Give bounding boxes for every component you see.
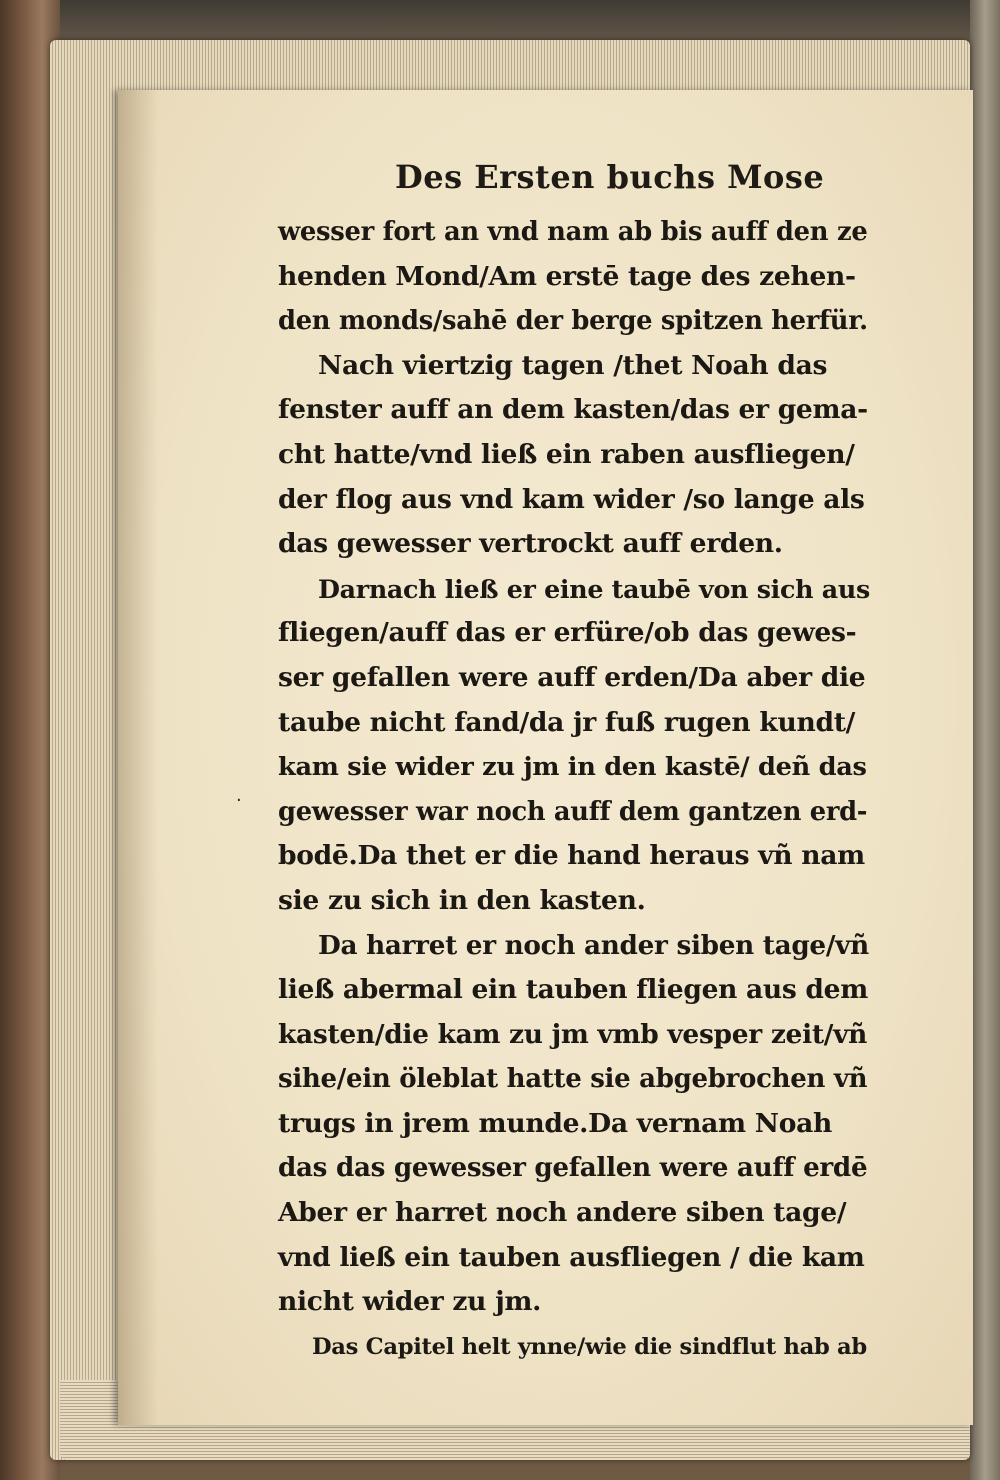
text-line: kasten/die kam zu jm vmb vesper zeit/vñ xyxy=(278,1018,868,1050)
text-line: taube nicht fand/da jr fuß rugen kundt/ xyxy=(278,706,856,738)
text-line: das gewesser vertrockt auff erden. xyxy=(278,528,783,560)
text-line: bodē.Da thet er die hand heraus vñ nam xyxy=(278,840,865,872)
book-cover-right xyxy=(970,0,1000,1480)
text-line: henden Mond/Am erstē tage des zehen- xyxy=(278,260,856,292)
text-line: der flog aus vnd kam wider /so lange als xyxy=(278,483,865,515)
text-line: fliegen/auff das er erfüre/ob das gewes- xyxy=(278,617,857,649)
text-line: trugs in jrem munde.Da vernam Noah xyxy=(278,1107,832,1139)
text-line: ließ abermal ein tauben fliegen aus dem xyxy=(278,974,868,1006)
text-line: Nach viertzig tagen /thet Noah das xyxy=(318,349,828,381)
text-line: kam sie wider zu jm in den kastē/ deñ das xyxy=(278,752,867,783)
margin-mark: · xyxy=(236,790,242,811)
running-head: Des Ersten buchs Mose xyxy=(395,158,825,196)
text-line: den monds/sahē der berge spitzen herfür. xyxy=(278,306,868,337)
text-line: Darnach ließ er eine taubē von sich aus xyxy=(318,573,870,604)
catchline: Das Capitel helt ynne/wie die sindflut hab ab xyxy=(312,1333,867,1360)
text-line: gewesser war noch auff dem gantzen erd- xyxy=(278,796,868,827)
text-line: das das gewesser gefallen were auff erdē xyxy=(278,1152,868,1184)
text-line: vnd ließ ein tauben ausfliegen / die kam xyxy=(278,1241,865,1273)
text-line: Aber er harret noch andere siben tage/ xyxy=(278,1197,847,1229)
text-line: sihe/ein öleblat hatte sie abgebrochen vñ xyxy=(278,1064,868,1095)
text-line: ser gefallen were auff erden/Da aber die xyxy=(278,661,866,693)
text-line: nicht wider zu jm. xyxy=(278,1286,542,1318)
text-line: fenster auff an dem kasten/das er gema- xyxy=(278,394,868,426)
text-line: wesser fort an vnd nam ab bis auff den ze xyxy=(278,217,868,247)
text-block xyxy=(278,210,878,1369)
text-line: sie zu sich in den kasten. xyxy=(278,884,646,916)
gutter-shadow xyxy=(118,90,158,1425)
text-line: cht hatte/vnd ließ ein raben ausfliegen/ xyxy=(278,438,855,470)
text-line: Da harret er noch ander siben tage/vñ xyxy=(318,929,869,961)
